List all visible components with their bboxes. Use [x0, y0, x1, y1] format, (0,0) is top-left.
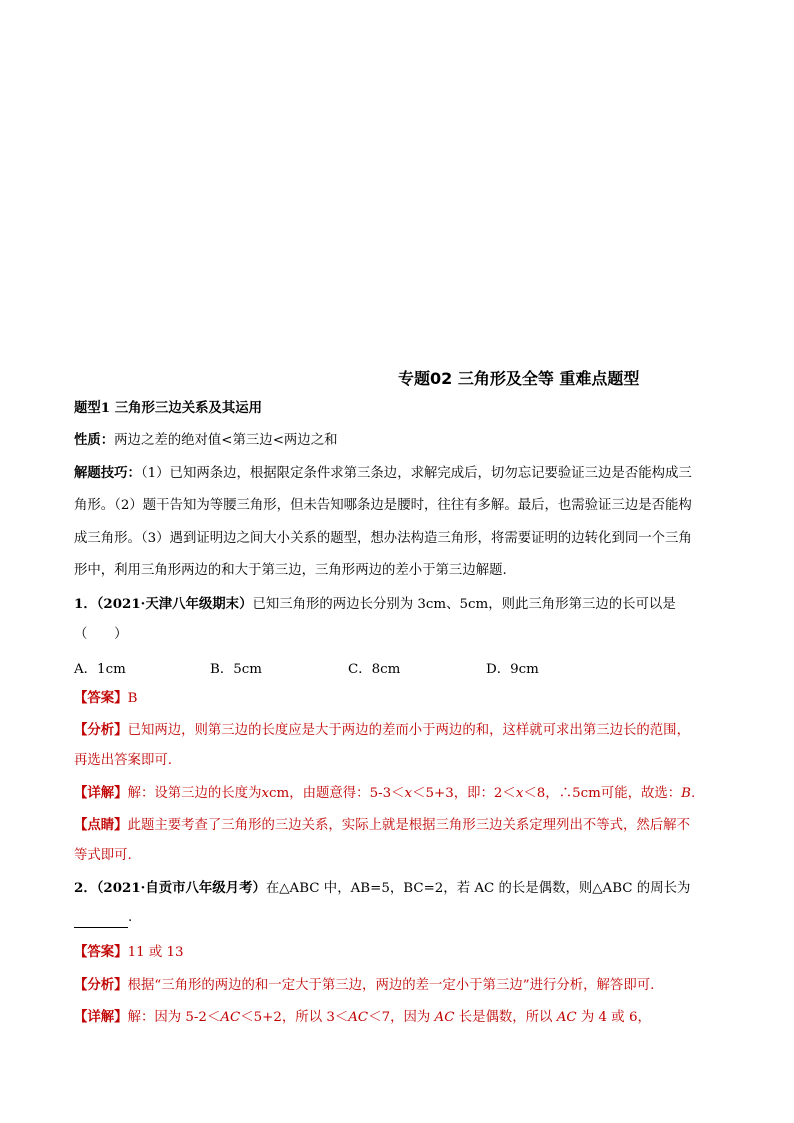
q2-stem-text: 在△ABC 中，AB=5，BC=2，若 AC 的长是偶数，则△ABC 的周长为	[265, 881, 691, 896]
tips-line-1	[74, 463, 734, 484]
q1-paren: （ ）	[74, 627, 128, 642]
q1-detail-text-a: 解：设第三边的长度为	[127, 786, 262, 801]
q1-detail-choice: B	[681, 786, 691, 801]
q2-source: （2021·自贡市八年级月考）	[96, 880, 266, 896]
tips-label: 解题技巧：	[74, 465, 141, 481]
q1-number: 1．	[74, 596, 97, 612]
q2-blank-line	[74, 908, 734, 928]
q1-stem	[74, 594, 734, 615]
q1-source: （2021·天津八年级期末）	[96, 596, 253, 612]
q1-answer-value: B	[127, 691, 138, 706]
property-label: 性质：	[74, 432, 115, 448]
q2-stem	[74, 878, 734, 899]
q1-comment-label: 【点睛】	[74, 817, 128, 833]
q2-detail-var: AC	[220, 1010, 241, 1025]
q1-answer-label: 【答案】	[74, 690, 128, 706]
q1-answer	[74, 688, 734, 709]
q1-detail-text-f: .	[691, 786, 696, 801]
q1-comment-2: 等式即可.	[74, 848, 132, 863]
section-heading: 题型1 三角形三边关系及其运用	[74, 400, 263, 416]
tips-text-1: （1）已知两条边，根据限定条件求第三条边，求解完成后，切勿忘记要验证三边是否能构成三	[140, 466, 692, 481]
q2-analysis	[74, 975, 734, 996]
q1-option-b: B．5cm	[210, 662, 262, 677]
q1-analysis-label: 【分析】	[74, 722, 128, 738]
q1-detail-var: x	[261, 786, 270, 801]
property-text: 两边之差的绝对值<第三边<两边之和	[114, 433, 338, 448]
tips-line-2: 角形。（2）题干告知为等腰三角形，但未告知哪条边是腰时，往往有多解。最后，也需验证三边是否能构	[74, 498, 692, 513]
q1-detail-text-c: ＜5+3，即：2＜	[412, 786, 516, 801]
tips-line-3: 成三角形。（3）遇到证明边之间大小关系的题型，想办法构造三角形，将需要证明的边转化到同一个三角	[74, 531, 692, 546]
q2-analysis-text: 根据“三角形的两边的和一定大于第三边，两边的差一定小于第三边”进行分析，解答即可.	[127, 978, 655, 993]
q1-detail-var: x	[515, 786, 524, 801]
property-line	[74, 430, 734, 451]
q2-detail-label: 【详解】	[74, 1009, 128, 1025]
page-title: 专题02 三角形及全等 重难点题型	[398, 369, 640, 388]
tips-line-4: 形中，利用三角形两边的和大于第三边，三角形两边的差小于第三边解题.	[74, 563, 507, 578]
q1-option-c: C．8cm	[348, 662, 401, 677]
q1-comment-1	[74, 815, 734, 836]
q1-comment-text-1: 此题主要考查了三角形的三边关系，实际上就是根据三角形三边关系定理列出不等式，然后解不	[127, 818, 690, 833]
q1-analysis-1	[74, 720, 734, 741]
q1-analysis-2: 再选出答案即可.	[74, 753, 172, 768]
q1-option-a: A．1cm	[74, 662, 126, 677]
q2-detail-var: AC	[434, 1010, 455, 1025]
q1-stem-text: 已知三角形的两边长分别为 3cm、5cm，则此三角形第三边的长可以是	[252, 597, 676, 612]
q2-detail-text-c: ＜7，因为	[368, 1010, 435, 1025]
q2-number: 2．	[74, 880, 97, 896]
q1-detail-var: x	[404, 786, 413, 801]
q2-answer-label: 【答案】	[74, 944, 128, 960]
q2-answer-value: 11 或 13	[127, 945, 184, 960]
q2-answer	[74, 942, 734, 963]
q2-blank-end: .	[128, 910, 133, 925]
q2-analysis-label: 【分析】	[74, 977, 128, 993]
q2-detail-text-a: 解：因为 5-2＜	[127, 1010, 221, 1025]
q2-detail-var: AC	[556, 1010, 577, 1025]
q1-detail-label: 【详解】	[74, 785, 128, 801]
q2-detail-text-b: ＜5+2，所以 3＜	[240, 1010, 349, 1025]
q2-detail-text-d: 长是偶数，所以	[454, 1010, 557, 1025]
q1-detail-text-d: ＜8，∴5cm可能，故选：	[523, 786, 682, 801]
q2-detail-var: AC	[348, 1010, 369, 1025]
q2-detail-text-e: 为 4 或 6，	[576, 1010, 651, 1025]
q2-detail	[74, 1007, 734, 1028]
q1-option-d: D．9cm	[486, 662, 539, 677]
q1-detail	[74, 783, 734, 804]
q1-detail-text-b: cm，由题意得：5-3＜	[269, 786, 405, 801]
q1-analysis-text-1: 已知两边，则第三边的长度应是大于两边的差而小于两边的和，这样就可求出第三边长的范围，	[127, 723, 690, 738]
q2-answer-blank	[74, 913, 128, 928]
